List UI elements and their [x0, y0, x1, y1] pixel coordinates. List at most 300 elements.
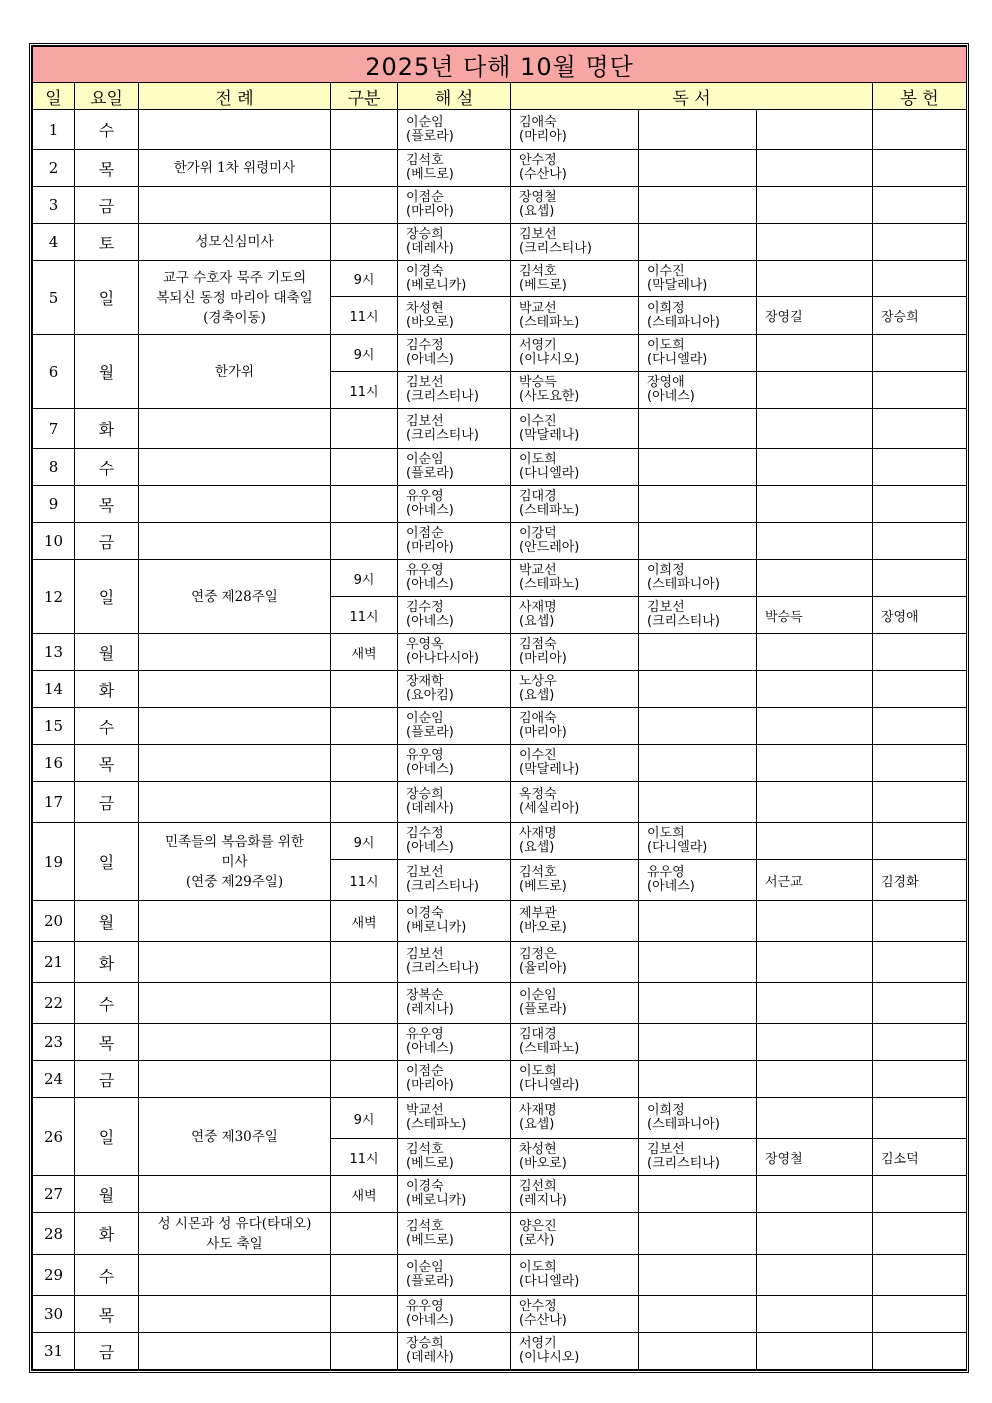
- offering-2-cell: [873, 449, 967, 486]
- person-name: 유우영: [406, 1299, 444, 1314]
- offering-1-cell: [757, 745, 873, 782]
- gubun-cell: [331, 187, 398, 224]
- reader-2-cell: [639, 1255, 757, 1296]
- reader-2-cell: [639, 597, 757, 634]
- reader-1-cell: [511, 335, 639, 372]
- baptismal-name: (크리스티나): [406, 879, 479, 894]
- baptismal-name: (데레사): [406, 1350, 454, 1365]
- reader-2-cell: [639, 486, 757, 523]
- liturgy-cell: [139, 110, 331, 150]
- person-name: 이도희: [519, 452, 557, 467]
- baptismal-name: (크리스티나): [406, 389, 479, 404]
- baptismal-name: (마리아): [519, 651, 567, 666]
- gubun-cell: [331, 1255, 398, 1296]
- table-row: [33, 523, 967, 560]
- table-row: [33, 901, 967, 942]
- offering-2-cell: [873, 335, 967, 372]
- person-name: 제부관: [519, 906, 557, 921]
- person-name: 이수진: [519, 413, 557, 429]
- offering-2-cell: [873, 1098, 967, 1139]
- offering-2-cell: [873, 634, 967, 671]
- liturgy-cell: 성모신심미사: [139, 224, 331, 261]
- liturgy-cell: 민족들의 복음화를 위한 미사 (연중 제29주일): [139, 823, 331, 901]
- baptismal-name: (다니엘라): [519, 1078, 580, 1093]
- reader-2-cell: [639, 942, 757, 983]
- reader-1-cell: [511, 901, 639, 942]
- day-cell: 16: [33, 745, 75, 782]
- offering-1-cell: [757, 1098, 873, 1139]
- reader-1-cell: [511, 1176, 639, 1213]
- table-row: [33, 671, 967, 708]
- table-row: [33, 823, 967, 860]
- baptismal-name: (플로라): [406, 466, 454, 481]
- baptismal-name: (플로라): [406, 725, 454, 740]
- reader-1-cell: [511, 224, 639, 261]
- table-row: [33, 261, 967, 297]
- liturgy-cell: [139, 782, 331, 823]
- liturgy-cell: [139, 901, 331, 942]
- baptismal-name: (아네스): [406, 503, 454, 518]
- commentator-cell: [398, 372, 511, 409]
- table-row: [33, 1333, 967, 1370]
- gubun-cell: [331, 409, 398, 449]
- baptismal-name: (아네스): [406, 840, 454, 855]
- person-name: 이수진: [647, 263, 685, 279]
- gubun-cell: 9시: [331, 335, 398, 372]
- person-name: 박교선: [406, 1103, 444, 1118]
- commentator-cell: [398, 261, 511, 297]
- gubun-cell: [331, 782, 398, 823]
- offering-2-cell: [873, 523, 967, 560]
- liturgy-cell: 교구 수호자 묵주 기도의 복되신 동정 마리아 대축일 (경축이동): [139, 261, 331, 335]
- commentator-cell: [398, 1024, 511, 1061]
- gubun-cell: [331, 745, 398, 782]
- liturgy-cell: [139, 523, 331, 560]
- commentator-cell: [398, 224, 511, 261]
- reader-1-cell: [511, 634, 639, 671]
- person-name: 김애숙: [519, 711, 557, 726]
- person-name: 김보선: [647, 1142, 685, 1157]
- weekday-cell: 월: [75, 335, 139, 409]
- person-name: 김대경: [519, 1027, 557, 1042]
- offering-2-cell: [873, 372, 967, 409]
- header-reading: 독 서: [511, 83, 873, 110]
- table-row: [33, 1024, 967, 1061]
- day-cell: 27: [33, 1176, 75, 1213]
- day-cell: 21: [33, 942, 75, 983]
- gubun-cell: 9시: [331, 1098, 398, 1139]
- offering-2-cell: [873, 1255, 967, 1296]
- reader-2-cell: [639, 634, 757, 671]
- offering-2-cell: [873, 1296, 967, 1333]
- offering-2-cell: [873, 1213, 967, 1255]
- baptismal-name: (베드로): [519, 879, 567, 894]
- offering-1-cell: [757, 224, 873, 261]
- commentator-cell: [398, 634, 511, 671]
- person-name: 장승희: [406, 787, 444, 802]
- baptismal-name: (베로니카): [406, 277, 467, 293]
- liturgy-cell: 성 시몬과 성 유다(타대오) 사도 축일: [139, 1213, 331, 1255]
- person-name: 양은진: [519, 1218, 557, 1234]
- person-name: 이순임: [406, 114, 444, 130]
- day-cell: 9: [33, 486, 75, 523]
- offering-1-cell: [757, 1333, 873, 1370]
- person-name: 이도희: [519, 1064, 557, 1079]
- baptismal-name: (아네스): [406, 1041, 454, 1056]
- baptismal-name: (스테파니아): [647, 1117, 720, 1132]
- gubun-cell: 새벽: [331, 901, 398, 942]
- baptismal-name: (요셉): [519, 204, 555, 219]
- baptismal-name: (다니엘라): [647, 352, 708, 367]
- baptismal-name: (이냐시오): [519, 1350, 580, 1365]
- reader-1-cell: [511, 409, 639, 449]
- commentator-cell: [398, 523, 511, 560]
- gubun-cell: 9시: [331, 823, 398, 860]
- weekday-cell: 화: [75, 409, 139, 449]
- reader-2-cell: [639, 261, 757, 297]
- roster-sheet: [29, 43, 969, 1373]
- person-name: 유우영: [406, 748, 444, 763]
- weekday-cell: 수: [75, 110, 139, 150]
- person-name: 김선희: [519, 1179, 557, 1194]
- offering-2-cell: [873, 560, 967, 597]
- baptismal-name: (바오로): [519, 920, 567, 935]
- liturgy-cell: [139, 409, 331, 449]
- person-name: 장영철: [519, 190, 557, 205]
- gubun-cell: 새벽: [331, 1176, 398, 1213]
- roster-table: [32, 46, 967, 1370]
- baptismal-name: (마리아): [519, 725, 567, 740]
- gubun-cell: 11시: [331, 860, 398, 901]
- reader-2-cell: [639, 1176, 757, 1213]
- liturgy-cell: [139, 1176, 331, 1213]
- gubun-cell: 11시: [331, 597, 398, 634]
- gubun-cell: [331, 150, 398, 187]
- table-row: [33, 560, 967, 597]
- table-row: [33, 1176, 967, 1213]
- offering-2-cell: [873, 224, 967, 261]
- baptismal-name: (데레사): [406, 241, 454, 256]
- gubun-cell: [331, 110, 398, 150]
- offering-1-cell: [757, 372, 873, 409]
- baptismal-name: (마리아): [406, 1078, 454, 1093]
- gubun-cell: 9시: [331, 261, 398, 297]
- offering-1-cell: [757, 1296, 873, 1333]
- liturgy-cell: 한가위: [139, 335, 331, 409]
- offering-2-cell: [873, 782, 967, 823]
- commentator-cell: [398, 901, 511, 942]
- table-row: [33, 449, 967, 486]
- weekday-cell: 금: [75, 782, 139, 823]
- commentator-cell: [398, 745, 511, 782]
- person-name: 유우영: [406, 1027, 444, 1042]
- reader-2-cell: [639, 901, 757, 942]
- offering-1-cell: [757, 708, 873, 745]
- gubun-cell: 11시: [331, 1139, 398, 1176]
- baptismal-name: (다니엘라): [647, 840, 708, 855]
- weekday-cell: 금: [75, 187, 139, 224]
- person-name: 김보선: [519, 227, 557, 242]
- table-row: [33, 708, 967, 745]
- reader-1-cell: [511, 1296, 639, 1333]
- commentator-cell: [398, 187, 511, 224]
- baptismal-name: (로사): [519, 1232, 555, 1248]
- baptismal-name: (사도요한): [519, 389, 580, 404]
- offering-2-cell: [873, 823, 967, 860]
- commentator-cell: [398, 110, 511, 150]
- gubun-cell: [331, 671, 398, 708]
- offering-1-cell: [757, 523, 873, 560]
- roster-title: 2025년 다해 10월 명단: [33, 47, 967, 83]
- offering-1-cell: [757, 1213, 873, 1255]
- table-row: [33, 187, 967, 224]
- liturgy-cell: [139, 486, 331, 523]
- reader-2-cell: [639, 1296, 757, 1333]
- gubun-cell: [331, 708, 398, 745]
- gubun-cell: [331, 523, 398, 560]
- day-cell: 12: [33, 560, 75, 634]
- weekday-cell: 수: [75, 449, 139, 486]
- commentator-cell: [398, 1176, 511, 1213]
- baptismal-name: (스테파노): [519, 314, 580, 330]
- baptismal-name: (요셉): [519, 614, 555, 629]
- person-name: 김보선: [406, 413, 444, 429]
- baptismal-name: (베드로): [406, 1156, 454, 1171]
- reader-1-cell: [511, 1098, 639, 1139]
- baptismal-name: (스테파노): [406, 1117, 467, 1132]
- person-name: 장복순: [406, 988, 444, 1003]
- day-cell: 29: [33, 1255, 75, 1296]
- table-row: [33, 1296, 967, 1333]
- gubun-cell: 11시: [331, 297, 398, 335]
- reader-1-cell: [511, 1213, 639, 1255]
- baptismal-name: (아네스): [647, 879, 695, 894]
- day-cell: 17: [33, 782, 75, 823]
- person-name: 김대경: [519, 489, 557, 504]
- baptismal-name: (바오로): [519, 1156, 567, 1171]
- person-name: 이희정: [647, 300, 685, 316]
- person-name: 김점숙: [519, 637, 557, 652]
- person-name: 이수진: [519, 748, 557, 763]
- offering-2-cell: [873, 1333, 967, 1370]
- offering-1-cell: [757, 634, 873, 671]
- baptismal-name: (마리아): [519, 128, 567, 144]
- person-name: 차성현: [519, 1142, 557, 1157]
- person-name: 김보선: [406, 947, 444, 962]
- weekday-cell: 목: [75, 150, 139, 187]
- baptismal-name: (아나다시아): [406, 651, 479, 666]
- table-row: [33, 1098, 967, 1139]
- offering-1-cell: [757, 1176, 873, 1213]
- baptismal-name: (세실리아): [519, 801, 580, 816]
- reader-2-cell: [639, 1213, 757, 1255]
- person-name: 이경숙: [406, 1179, 444, 1194]
- header-weekday: 요일: [75, 83, 139, 110]
- baptismal-name: (바오로): [406, 314, 454, 330]
- person-name: 김수정: [406, 600, 444, 615]
- reader-1-cell: [511, 1255, 639, 1296]
- person-name: 이경숙: [406, 263, 444, 279]
- person-name: 김보선: [647, 600, 685, 615]
- gubun-cell: [331, 983, 398, 1024]
- baptismal-name: (아네스): [406, 1313, 454, 1328]
- liturgy-cell: [139, 187, 331, 224]
- day-cell: 30: [33, 1296, 75, 1333]
- liturgy-cell: 연중 제28주일: [139, 560, 331, 634]
- offering-1-cell: 서근교: [757, 860, 873, 901]
- baptismal-name: (요아킴): [406, 688, 454, 703]
- person-name: 유우영: [406, 489, 444, 504]
- baptismal-name: (베드로): [519, 277, 567, 293]
- baptismal-name: (크리스티나): [647, 614, 720, 629]
- commentator-cell: [398, 297, 511, 335]
- reader-1-cell: [511, 1061, 639, 1098]
- person-name: 김석호: [519, 263, 557, 279]
- commentator-cell: [398, 597, 511, 634]
- baptismal-name: (플로라): [406, 128, 454, 144]
- person-name: 박교선: [519, 563, 557, 578]
- liturgy-cell: [139, 708, 331, 745]
- person-name: 이순임: [406, 452, 444, 467]
- baptismal-name: (아네스): [406, 352, 454, 367]
- liturgy-cell: [139, 942, 331, 983]
- offering-1-cell: [757, 449, 873, 486]
- offering-2-cell: 장승희: [873, 297, 967, 335]
- reader-2-cell: [639, 671, 757, 708]
- person-name: 김보선: [406, 375, 444, 390]
- liturgy-cell: [139, 1255, 331, 1296]
- day-cell: 23: [33, 1024, 75, 1061]
- commentator-cell: [398, 409, 511, 449]
- reader-2-cell: [639, 1139, 757, 1176]
- baptismal-name: (마리아): [406, 204, 454, 219]
- day-cell: 3: [33, 187, 75, 224]
- day-cell: 2: [33, 150, 75, 187]
- gubun-cell: [331, 1333, 398, 1370]
- reader-1-cell: [511, 782, 639, 823]
- baptismal-name: (플로라): [406, 1274, 454, 1289]
- reader-2-cell: [639, 224, 757, 261]
- weekday-cell: 일: [75, 261, 139, 335]
- offering-1-cell: [757, 409, 873, 449]
- person-name: 장승희: [406, 1336, 444, 1351]
- offering-2-cell: [873, 409, 967, 449]
- weekday-cell: 월: [75, 901, 139, 942]
- day-cell: 13: [33, 634, 75, 671]
- liturgy-cell: 한가위 1차 위령미사: [139, 150, 331, 187]
- liturgy-cell: [139, 745, 331, 782]
- gubun-cell: 11시: [331, 372, 398, 409]
- offering-2-cell: 장영애: [873, 597, 967, 634]
- reader-1-cell: [511, 1333, 639, 1370]
- commentator-cell: [398, 1061, 511, 1098]
- header-offering: 봉 헌: [873, 83, 967, 110]
- liturgy-cell: [139, 671, 331, 708]
- person-name: 김보선: [406, 865, 444, 880]
- commentator-cell: [398, 671, 511, 708]
- baptismal-name: (안드레아): [519, 540, 580, 555]
- reader-1-cell: [511, 261, 639, 297]
- person-name: 서영기: [519, 1336, 557, 1351]
- person-name: 유우영: [647, 865, 685, 880]
- reader-2-cell: [639, 150, 757, 187]
- weekday-cell: 일: [75, 1098, 139, 1176]
- offering-1-cell: [757, 901, 873, 942]
- person-name: 노상우: [519, 674, 557, 689]
- baptismal-name: (요셉): [519, 1117, 555, 1132]
- reader-1-cell: [511, 671, 639, 708]
- weekday-cell: 화: [75, 942, 139, 983]
- person-name: 박승득: [519, 375, 557, 390]
- baptismal-name: (막달레나): [519, 762, 580, 777]
- offering-2-cell: [873, 671, 967, 708]
- offering-2-cell: 김소덕: [873, 1139, 967, 1176]
- table-row: [33, 110, 967, 150]
- header-liturgy: 전 례: [139, 83, 331, 110]
- header-commentary: 해 설: [398, 83, 511, 110]
- baptismal-name: (스테파노): [519, 1041, 580, 1056]
- roster-body: [33, 110, 967, 1370]
- reader-1-cell: [511, 110, 639, 150]
- table-row: [33, 1255, 967, 1296]
- offering-2-cell: [873, 1024, 967, 1061]
- reader-2-cell: [639, 860, 757, 901]
- baptismal-name: (크리스티나): [406, 961, 479, 976]
- day-cell: 20: [33, 901, 75, 942]
- day-cell: 10: [33, 523, 75, 560]
- day-cell: 19: [33, 823, 75, 901]
- weekday-cell: 수: [75, 1255, 139, 1296]
- liturgy-cell: [139, 1024, 331, 1061]
- day-cell: 31: [33, 1333, 75, 1370]
- commentator-cell: [398, 983, 511, 1024]
- person-name: 이도희: [647, 338, 685, 353]
- day-cell: 6: [33, 335, 75, 409]
- commentator-cell: [398, 1213, 511, 1255]
- reader-1-cell: [511, 597, 639, 634]
- person-name: 사재명: [519, 1103, 557, 1118]
- person-name: 이희정: [647, 1103, 685, 1118]
- gubun-cell: [331, 224, 398, 261]
- gubun-cell: [331, 1024, 398, 1061]
- offering-1-cell: [757, 560, 873, 597]
- gubun-cell: [331, 486, 398, 523]
- commentator-cell: [398, 449, 511, 486]
- weekday-cell: 화: [75, 671, 139, 708]
- table-row: [33, 486, 967, 523]
- gubun-cell: [331, 1213, 398, 1255]
- reader-2-cell: [639, 523, 757, 560]
- commentator-cell: [398, 708, 511, 745]
- commentator-cell: [398, 1098, 511, 1139]
- weekday-cell: 토: [75, 224, 139, 261]
- table-row: [33, 942, 967, 983]
- reader-1-cell: [511, 942, 639, 983]
- offering-2-cell: [873, 708, 967, 745]
- reader-2-cell: [639, 823, 757, 860]
- baptismal-name: (이냐시오): [519, 352, 580, 367]
- person-name: 사재명: [519, 826, 557, 841]
- gubun-cell: [331, 942, 398, 983]
- offering-1-cell: [757, 942, 873, 983]
- baptismal-name: (아네스): [406, 577, 454, 592]
- baptismal-name: (요셉): [519, 688, 555, 703]
- reader-1-cell: [511, 1024, 639, 1061]
- commentator-cell: [398, 1296, 511, 1333]
- reader-1-cell: [511, 745, 639, 782]
- person-name: 이경숙: [406, 906, 444, 921]
- reader-2-cell: [639, 983, 757, 1024]
